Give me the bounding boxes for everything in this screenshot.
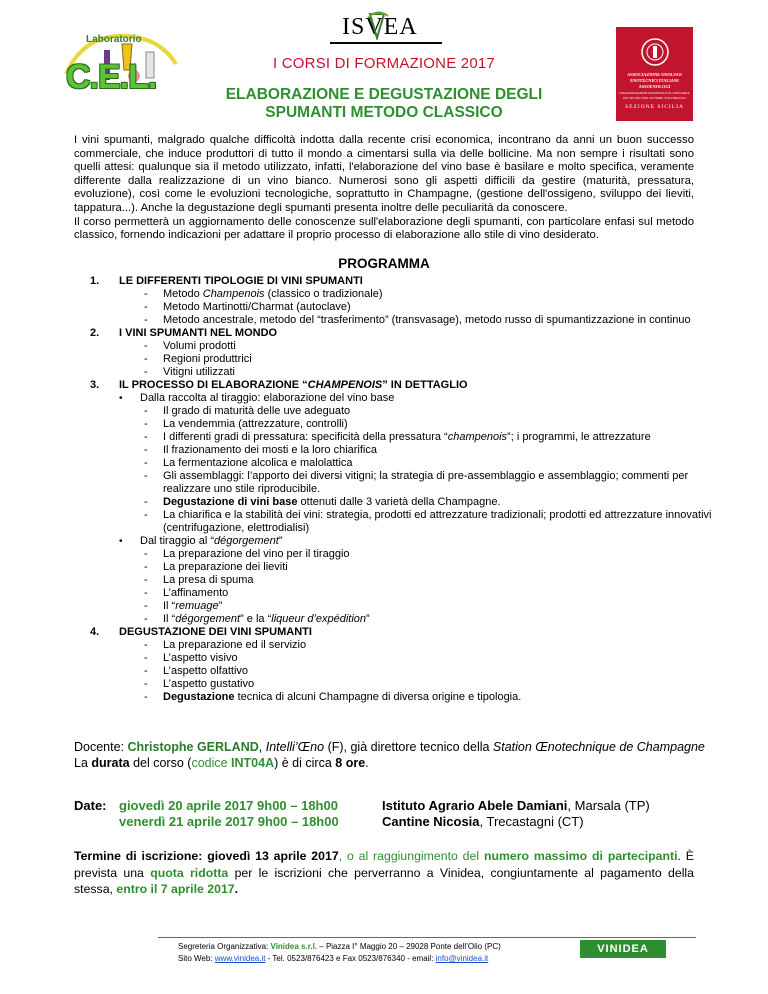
dash: - xyxy=(144,418,148,430)
section-heading: LE DIFFERENTI TIPOLOGIE DI VINI SPUMANTI xyxy=(119,275,363,287)
list-item: Vitigni utilizzati xyxy=(163,366,235,378)
list-item: I differenti gradi di pressatura: specificità della pressatura “champenois”; i programmi, le attrezzature xyxy=(163,431,651,443)
list-item-continuation: realizzare uno stile riproducibile. xyxy=(163,483,321,495)
laboratorio-label: Laboratorio xyxy=(86,34,142,45)
list-item: La preparazione ed il servizio xyxy=(163,639,307,651)
dash: - xyxy=(144,470,148,482)
sub-heading: Dal tiraggio al “dégorgement” xyxy=(140,535,283,547)
dash: - xyxy=(144,288,148,300)
seal-line: DEI TECNICI DEL SETTORE VITIVINICOLO xyxy=(623,96,686,100)
section-heading: IL PROCESSO DI ELABORAZIONE “CHAMPENOIS” IN DETTAGLIO xyxy=(119,379,468,391)
section-number: 1. xyxy=(90,275,100,287)
intro-paragraph: I vini spumanti, malgrado qualche difficoltà indotta dalla recente crisi economica, incontrano da anni un buon successo commerciale, che induce produttori di tutto il mondo a cimentarsi sulla via delle bollicine. Ma non sempre i risultati sono quelli attesi: qualunque sia il metodo utilizzato, infatti, l'elaborazione del vino base è basilare e molto specifica, veramente differente dalla realizzazione di un vino bianco. Numerosi sono gli aspetti difficili da gestire (maturità, pressatura, evoluzione), così come le evoluzioni tecnologiche, soprattutto in Champagne, (gestione dell'ossigeno, sviluppo dei lieviti, tappatura...). Anche la degustazione degli spumanti presenta inoltre delle peculiarità da conoscere. xyxy=(74,134,694,214)
list-item: La presa di spuma xyxy=(163,574,254,586)
list-item: Volumi prodotti xyxy=(163,340,236,352)
dash: - xyxy=(144,561,148,573)
section-number: 4. xyxy=(90,626,100,638)
footer-contacts: Sito Web: www.vinidea.it - Tel. 0523/876423 e Fax 0523/876340 - email: info@vinidea.it xyxy=(178,954,489,963)
dash: - xyxy=(144,587,148,599)
dash: - xyxy=(144,665,148,677)
dash: - xyxy=(144,444,148,456)
list-item: Metodo ancestrale, metodo del “trasferimento” (transvasage), metodo russo di spumantizzazione in continuo xyxy=(163,314,691,326)
list-item-continuation: (centrifugazione, elettrodialisi) xyxy=(163,522,310,534)
crest-icon xyxy=(640,36,670,70)
bullet: • xyxy=(119,536,123,547)
dash: - xyxy=(144,678,148,690)
venue-1: Istituto Agrario Abele Damiani, Marsala (TP) xyxy=(382,798,650,813)
intro-text xyxy=(74,134,694,243)
footer-divider xyxy=(158,937,696,938)
date-1: giovedì 20 aprile 2017 9h00 – 18h00 xyxy=(119,798,338,813)
sub-heading: Dalla raccolta al tiraggio: elaborazione del vino base xyxy=(140,392,395,404)
intro-paragraph: Il corso permetterà un aggiornamento delle conoscenze sull'elaborazione degli spumanti, con particolare enfasi sul metodo classico, fornendo indicazioni per adattare il proprio processo di elaborazione allo stile di vino desiderato. xyxy=(74,215,694,242)
dash: - xyxy=(144,574,148,586)
website-link[interactable]: www.vinidea.it xyxy=(214,954,266,963)
list-item: L’aspetto gustativo xyxy=(163,678,255,690)
date-2: venerdì 21 aprile 2017 9h00 – 18h00 xyxy=(119,814,339,829)
list-item: La vendemmia (attrezzature, controlli) xyxy=(163,418,348,430)
section-heading: I VINI SPUMANTI NEL MONDO xyxy=(119,327,278,339)
teacher-line: Docente: Christophe GERLAND, Intelli’Œno (F), già direttore tecnico della Station Œnotechnique de Champagne xyxy=(74,740,705,754)
registration-text: Termine di iscrizione: giovedì 13 aprile 2017, o al raggiungimento del numero massimo di partecipanti. È prevista una quota ridotta per le iscrizioni che perverranno a Vinidea, congiuntamente al pagamento della stessa, entro il 7 aprile 2017. xyxy=(74,849,695,896)
list-item: Degustazione tecnica di alcuni Champagne di diversa origine e tipologia. xyxy=(163,691,522,703)
list-item: La preparazione dei lieviti xyxy=(163,561,288,573)
dash: - xyxy=(144,613,148,625)
list-item: L’aspetto olfattivo xyxy=(163,665,249,677)
dash: - xyxy=(144,457,148,469)
dash: - xyxy=(144,652,148,664)
bullet: • xyxy=(119,393,123,404)
dash: - xyxy=(144,353,148,365)
courses-heading: I CORSI DI FORMAZIONE 2017 xyxy=(273,55,495,72)
list-item: La preparazione del vino per il tiraggio xyxy=(163,548,350,560)
dash: - xyxy=(144,405,148,417)
section-number: 2. xyxy=(90,327,100,339)
list-item: L’affinamento xyxy=(163,587,229,599)
dash: - xyxy=(144,639,148,651)
list-item: La chiarifica e la stabilità dei vini: strategia, prodotti ed attrezzature tradizionali; prodotti ed attrezzature innovativi xyxy=(163,509,712,521)
dates-label: Date: xyxy=(74,798,107,813)
isvea-vine-icon xyxy=(362,8,392,40)
dash: - xyxy=(144,431,148,443)
dash: - xyxy=(144,509,148,521)
list-item: Metodo Champenois (classico o tradizionale) xyxy=(163,288,383,300)
list-item: Regioni produttrici xyxy=(163,353,252,365)
course-title-line1: ELABORAZIONE E DEGUSTAZIONE DEGLI xyxy=(225,86,543,103)
seal-line: ENOTECNICI ITALIANI xyxy=(630,78,679,83)
dash: - xyxy=(144,548,148,560)
duration-line: La durata del corso (codice INT04A) è di circa 8 ore. xyxy=(74,756,369,770)
list-item: La fermentazione alcolica e malolattica xyxy=(163,457,353,469)
section-heading: DEGUSTAZIONE DEI VINI SPUMANTI xyxy=(119,626,312,638)
section-number: 3. xyxy=(90,379,100,391)
list-item: Metodo Martinotti/Charmat (autoclave) xyxy=(163,301,351,313)
course-title-line2: SPUMANTI METODO CLASSICO xyxy=(265,104,503,121)
dash: - xyxy=(144,301,148,313)
list-item: L’aspetto visivo xyxy=(163,652,238,664)
seal-line: ASSOCIAZIONE ENOLOGI xyxy=(627,72,682,77)
dash: - xyxy=(144,314,148,326)
dash: - xyxy=(144,600,148,612)
venue-2: Cantine Nicosia, Trecastagni (CT) xyxy=(382,814,584,829)
footer-address: Segreteria Organizzativa: Vinidea s.r.l. – Piazza I° Maggio 20 – 29028 Ponte dell’Olio (PC) xyxy=(178,942,501,951)
list-item: Il frazionamento dei mosti e la loro chiarifica xyxy=(163,444,377,456)
list-item: Il “remuage” xyxy=(163,600,223,612)
list-item: Il grado di maturità delle uve adeguato xyxy=(163,405,351,417)
vinidea-logo: VINIDEA xyxy=(580,940,666,958)
seal-section: SEZIONE SICILIA xyxy=(625,104,684,110)
dash: - xyxy=(144,340,148,352)
dash: - xyxy=(144,691,148,703)
email-link[interactable]: info@vinidea.it xyxy=(435,954,489,963)
list-item: Degustazione di vini base ottenuti dalle 3 varietà della Champagne. xyxy=(163,496,501,508)
cel-logo-text: C.E.L. xyxy=(66,58,157,96)
program-title: PROGRAMMA xyxy=(338,256,430,271)
list-item: Gli assemblaggi: l’apporto dei diversi vitigni; la strategia di pre-assemblaggio e assemblaggio; commenti per xyxy=(163,470,689,482)
dash: - xyxy=(144,366,148,378)
list-item: Il “dégorgement” e la “liqueur d’expédition” xyxy=(163,613,370,625)
isvea-logo-text: ISVEA xyxy=(342,14,418,40)
seal-line: ORGANIZZAZIONE NAZIONALE DI CATEGORIA xyxy=(619,91,690,95)
isvea-underline xyxy=(330,42,442,44)
seal-line: ASSOENOLOGI xyxy=(638,84,671,89)
dash: - xyxy=(144,496,148,508)
